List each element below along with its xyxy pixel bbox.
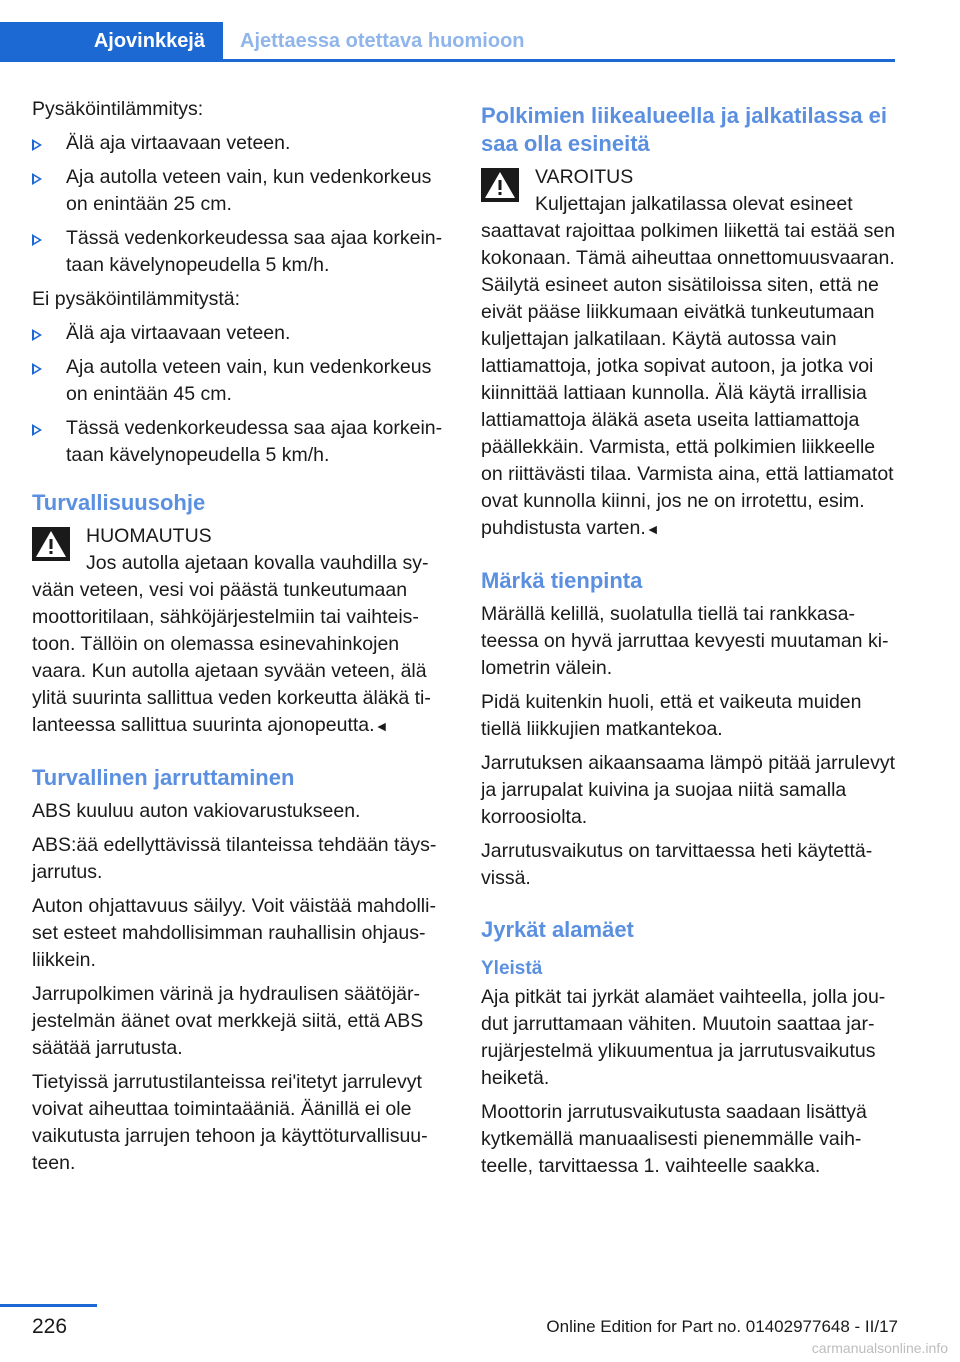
list-item-text: Älä aja virtaavaan veteen. [66, 322, 291, 344]
heading-pedals: Polkimien liikealueella ja jalkatilassa ei saa olla esineitä [481, 103, 888, 156]
paragraph-no-heater: Ei pysäköintilämmitystä: [32, 288, 241, 310]
list-item [32, 320, 452, 347]
list-without-heater [32, 320, 452, 469]
list-item [32, 415, 452, 469]
warning-text: Kuljettajan jalkatilassa olevat esineet saattavat rajoittaa polkimen liikettä tai estää sen kokonaan. Tämä aiheuttaa onnettomuusvaaran. Säilytä esineet auton sisätiloissa siten, että ne eivät pääse liikkumaan eivätkä tunkeutumaan kuljettajan jalkatilaan. Käytä autossa vain lattiamattoja, jotka sopivat autoon, ja jotka voi kiinnittää lattiaan kunnolla. Älä käytä irrallisia lattiamattoja äläkä aseta useita lattiamattoja päällekkäin. Varmista, että polkimien liikkeelle on riittävästi tilaa. Varmista aina, että lattiamatot ovat kunnolla kiinni, jos ne on irrotettu, esim. puhdistusta varten. [481, 193, 896, 539]
paragraph: Auton ohjattavuus säilyy. Voit väistää mahdolliset esteet mahdollisimman rauhallisin ohjausliikkein. [32, 895, 436, 971]
list-with-heater [32, 130, 452, 279]
list-item [32, 225, 452, 279]
tab-section[interactable]: Ajettaessa otettava huomioon [240, 30, 525, 52]
header-divider [0, 59, 895, 62]
heading-braking: Turvallinen jarruttaminen [32, 765, 295, 790]
list-item [32, 130, 452, 157]
warning-triangle-icon [32, 527, 70, 561]
bullet-triangle-icon [32, 363, 42, 375]
bullet-triangle-icon [32, 424, 42, 436]
notice-block [32, 523, 452, 740]
paragraph: Jarrutusvaikutus on tarvittaessa heti käytettävissä. [481, 840, 873, 889]
bullet-triangle-icon [32, 173, 42, 185]
bullet-triangle-icon [32, 329, 42, 341]
subheading-general: Yleistä [481, 958, 543, 979]
paragraph-heater: Pysäköintilämmitys: [32, 98, 204, 120]
edition-note: Online Edition for Part no. 01402977648 - II/17 [546, 1317, 898, 1336]
paragraph: ABS:ää edellyttävissä tilanteissa tehdään täysjarrutus. [32, 834, 437, 883]
notice-text: Jos autolla ajetaan kovalla vauhdilla syvään veteen, vesi voi päästä tunkeutumaan moottoritilaan, sähköjärjestelmiin tai vaihteistoon. Tällöin on olemassa esinevahinkojen vaara. Kun autolla ajetaan syvään veteen, älä ylitä suurinta sallittua veden korkeutta äläkä tilanteessa sallittua suurinta ajonopeutta. [32, 552, 431, 736]
paragraph: Pidä kuitenkin huoli, että et vaikeuta muiden tiellä liikkujien matkantekoa. [481, 691, 862, 740]
paragraph: Aja pitkät tai jyrkät alamäet vaihteella, jolla joudut jarruttamaan vähiten. Muutoin saattaa jarrujärjestelmä ylikuumentua ja jarrutusvaikutus heiketä. [481, 986, 886, 1089]
list-item [32, 354, 452, 408]
list-item-text: Aja autolla veteen vain, kun vedenkorkeus on enintään 25 cm. [66, 166, 432, 215]
paragraph: Jarrutuksen aikaansaama lämpö pitää jarrulevyt ja jarrupalat kuivina ja suojaa niitä samalla korroosiolta. [481, 752, 896, 828]
bullet-triangle-icon [32, 139, 42, 151]
list-item-text: Aja autolla veteen vain, kun vedenkorkeus on enintään 45 cm. [66, 356, 432, 405]
warning-block [481, 164, 901, 543]
heading-safety: Turvallisuusohje [32, 490, 206, 515]
page-header [0, 0, 960, 62]
heading-slopes: Jyrkät alamäet [481, 917, 634, 942]
end-mark-icon: ◄ [645, 521, 660, 537]
paragraph: Moottorin jarrutusvaikutusta saadaan lisättyä kytkemällä manuaalisesti pienemmälle vaihteelle, tarvittaessa 1. vaihteelle saakka. [481, 1101, 867, 1177]
list-item [32, 164, 452, 218]
heading-wet-road: Märkä tienpinta [481, 568, 643, 593]
list-item-text: Älä aja virtaavaan veteen. [66, 132, 291, 154]
page-number: 226 [32, 1315, 68, 1338]
bullet-triangle-icon [32, 234, 42, 246]
paragraph: Jarrupolkimen värinä ja hydraulisen säätöjärjestelmän äänet ovat merkkejä siitä, että ABS säätää jarrutusta. [32, 983, 424, 1059]
paragraph: ABS kuuluu auton vakiovarustukseen. [32, 800, 361, 822]
tab-chapter[interactable]: Ajovinkkejä [0, 22, 223, 60]
warning-title: VAROITUS [535, 166, 634, 188]
right-column [481, 96, 901, 1187]
paragraph: Märällä kelillä, suolatulla tiellä tai rankkasateessa on hyvä jarruttaa kevyesti muutaman kilometrin välein. [481, 603, 889, 679]
paragraph: Tietyissä jarrutustilanteissa rei'itetyt jarrulevyt voivat aiheuttaa toimintaääniä. Äänillä ei ole vaikutusta jarrujen tehoon ja käyttöturvallisuuteen. [32, 1071, 428, 1174]
end-mark-icon: ◄ [374, 718, 389, 734]
notice-title: HUOMAUTUS [86, 525, 212, 547]
list-item-text: Tässä vedenkorkeudessa saa ajaa korkeintaan kävelynopeudella 5 km/h. [66, 417, 443, 466]
left-column [32, 96, 452, 1184]
list-item-text: Tässä vedenkorkeudessa saa ajaa korkeintaan kävelynopeudella 5 km/h. [66, 227, 443, 276]
watermark: carmanualsonline.info [811, 1340, 948, 1356]
warning-triangle-icon [481, 168, 519, 202]
footer-divider [0, 1304, 97, 1307]
